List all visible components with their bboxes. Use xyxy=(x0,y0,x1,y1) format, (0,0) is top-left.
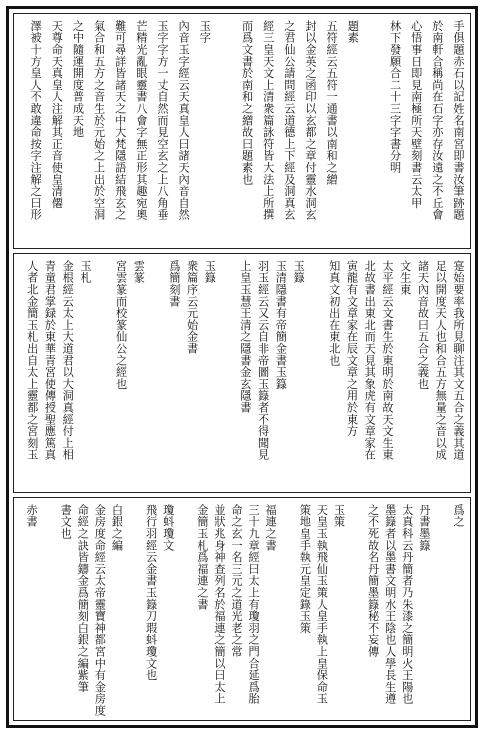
text-column: 金簡玉札爲福連之書 xyxy=(195,504,209,611)
text-column: 並狀兆身神查列名於福連之簡以曰太上 xyxy=(212,504,226,705)
text-column: 玉籙 xyxy=(292,260,306,284)
text-column: 書文也 xyxy=(59,504,73,540)
text-column: 題素 xyxy=(346,20,360,44)
middle-panel xyxy=(13,253,471,493)
text-column: 爲之 xyxy=(452,504,465,528)
text-column: 玉策 xyxy=(332,504,346,528)
text-column: 宮雲篆而校篆仙公之經也 xyxy=(114,260,128,390)
text-column: 五符經云五符一通書以南和之繒 xyxy=(325,20,339,186)
text-column: 瓊蚪瓊文 xyxy=(161,504,175,552)
text-column: 太真科云丹簡者乃朱漆之簡明火王陽也 xyxy=(400,504,414,705)
lower-panel xyxy=(13,497,471,721)
text-column: 上皇玉慧王清之隱書金玄隱書 xyxy=(238,260,252,414)
text-column: 飛行羽經云金書玉籙刀瑕蚪瓊文也 xyxy=(144,504,158,681)
text-column: 天尊命天真皇人注解其正音使皇清僊 xyxy=(50,20,64,209)
text-column: 封以金英之函印以玄都之章付靈水洞玄 xyxy=(304,20,317,221)
upper-panel xyxy=(13,13,471,249)
text-column: 之君仙公請問經云道德上下經及洞真玄 xyxy=(282,20,296,221)
text-column: 於南軒合稱尚在石字亦存汝遠之不丘會 xyxy=(430,20,444,221)
text-column: 玉字 xyxy=(198,20,212,44)
text-column: 命經之訣皆鑄金爲簡刻白銀之編紫筆 xyxy=(76,504,90,693)
text-column: 足以開度天人也和合五方無量之音以成 xyxy=(434,260,448,461)
text-column: 內音玉字經云天真皇人曰諸天內音自然 xyxy=(177,20,191,221)
book-page xyxy=(6,6,478,728)
text-column: 天皇玉執飛仙玉策人皇手執上皇保命玉 xyxy=(315,504,329,705)
text-column: 澤被十方皇人不敢違命按字注解之曰形 xyxy=(29,20,43,221)
text-column: 福連之書 xyxy=(264,504,278,552)
text-column: 白銀之編 xyxy=(110,504,124,552)
text-column: 芒精光亂眼靈書八會字無正形其趣宛奧 xyxy=(134,20,148,221)
text-column: 之不死故名丹簡墨籙秘不妄傳 xyxy=(366,504,380,658)
text-column: 手俱題赤石以記姓名南宮即書汝筆跡題 xyxy=(452,20,465,221)
text-column: 諸天內音故曰五合之義也 xyxy=(416,260,430,390)
text-column: 赤書 xyxy=(25,504,39,528)
text-column: 玉字字方一丈自然而見空玄之上八角垂 xyxy=(156,20,169,221)
text-column: 寔始要率我所見聊注其文五合之義其道 xyxy=(452,260,465,461)
text-column: 命之玄一名三元之道光老之常 xyxy=(230,504,243,658)
text-column: 三十九章經曰太上有瓊羽之門合延爲胎 xyxy=(247,504,261,705)
text-column: 爲簡刻書 xyxy=(167,260,181,308)
text-column: 寅龍有文章家在辰文章之用於東方 xyxy=(345,260,359,437)
text-column: 北故書出東北而天見其象虎有文章家在 xyxy=(363,260,377,461)
text-column: 金根經云太上大道君以大洞真經付上相 xyxy=(61,260,75,461)
text-column: 策地皇手執元皇定錄玉策 xyxy=(298,504,312,634)
text-column: 雲篆 xyxy=(132,260,146,284)
text-column: 衆篇序云元始金書 xyxy=(185,260,199,355)
text-column: 之中隨運開度普成天地 xyxy=(71,20,85,138)
text-column: 玉札 xyxy=(79,260,93,284)
text-column: 知真文初出在東北也 xyxy=(327,260,341,367)
text-column: 氣合和五方之音生於元始之上出於空洞 xyxy=(92,20,106,221)
text-column: 文生東 xyxy=(398,260,412,296)
text-column: 玉籙 xyxy=(203,260,217,284)
text-column: 心悟事日即見南極所天壁刻書云太甲 xyxy=(409,20,423,209)
text-column: 難可尋詳皆諸天之中大梵隱語結飛玄之 xyxy=(113,20,127,221)
text-column: 人者北金簡玉札出自太上靈都之宮刻玉 xyxy=(25,260,39,461)
text-column: 墨籙者以墨書文明水王陰也人學長生遵 xyxy=(383,504,397,705)
text-column: 羽玉經云又云自非帝圖玉籙者不得聞見 xyxy=(256,260,270,461)
text-column: 林下發願合二十三字字書分明 xyxy=(388,20,402,174)
text-column: 太平經云文書生於東明於南故天文生東 xyxy=(380,260,394,461)
text-column: 經三皇天文上清衆篇詠符皆大法上所撰 xyxy=(261,20,275,221)
text-column: 玉清隱書有帝簡金書玉籙 xyxy=(274,260,288,390)
text-column: 金房度命經云太帝靈寶神都宮中有金房度 xyxy=(93,504,107,717)
text-column: 青童君掌録於東華青宮使傳授聖應篤真 xyxy=(43,260,57,461)
text-column: 丹書墨籙 xyxy=(417,504,431,552)
text-column: 而爲文書於南和之繒故曰題素也 xyxy=(240,20,254,186)
